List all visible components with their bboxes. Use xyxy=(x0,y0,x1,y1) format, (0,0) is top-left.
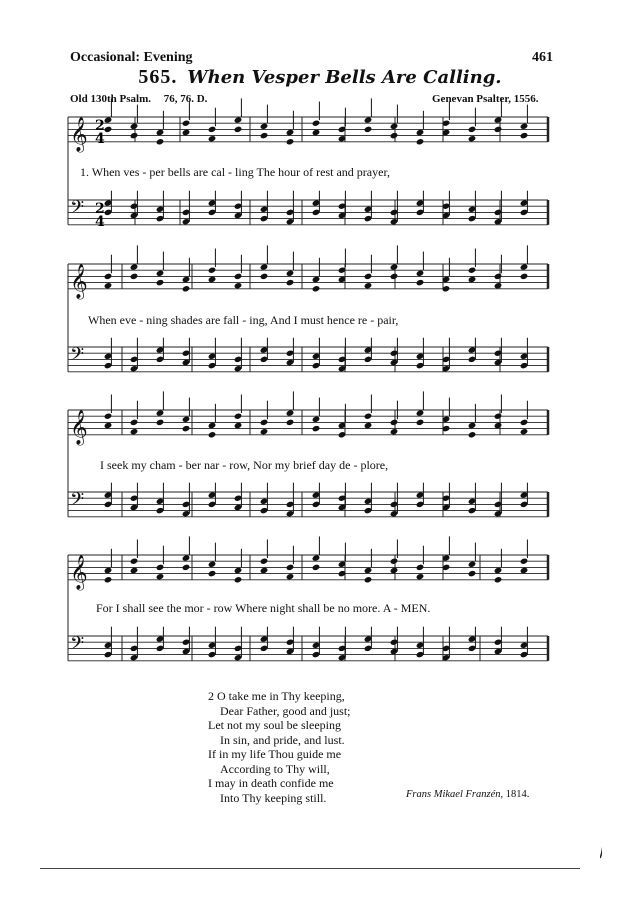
author-attribution xyxy=(406,789,529,800)
notehead xyxy=(416,564,425,571)
time-signature-bass-bottom: 4 xyxy=(95,214,105,230)
notehead xyxy=(130,428,139,435)
notehead xyxy=(182,554,191,561)
notehead xyxy=(364,413,373,420)
notehead xyxy=(208,126,217,133)
treble-clef-icon: 𝄞 xyxy=(70,116,88,152)
author-name: Frans Mikael Franzén, xyxy=(406,789,504,800)
notehead xyxy=(494,413,503,420)
notehead xyxy=(416,270,425,277)
verse-line-3: Let not my soul be sleeping xyxy=(208,718,341,732)
notehead xyxy=(130,419,139,426)
notehead xyxy=(234,126,243,133)
bass-clef-icon: 𝄢 xyxy=(70,197,85,223)
notehead xyxy=(286,419,295,426)
tune-source: Genevan Psalter, 1556. xyxy=(432,93,539,105)
notehead xyxy=(520,567,529,574)
notehead xyxy=(104,282,113,289)
notehead xyxy=(494,116,503,123)
notehead xyxy=(390,123,399,130)
notehead xyxy=(312,564,321,571)
lyric-line-2: When eve - ning shades are fall - ing, And I must hence re - pair, xyxy=(88,313,399,327)
notehead xyxy=(520,123,529,130)
notehead xyxy=(312,416,321,423)
notehead xyxy=(494,567,503,574)
notehead xyxy=(156,270,165,277)
notehead xyxy=(312,276,321,283)
notehead xyxy=(260,558,269,565)
notehead xyxy=(208,267,217,274)
notehead xyxy=(130,123,139,130)
notehead xyxy=(494,282,503,289)
tune-name: Old 130th Psalm. xyxy=(70,93,151,105)
notehead xyxy=(104,422,113,429)
time-signature-treble-bottom: 4 xyxy=(95,131,105,147)
notehead xyxy=(364,273,373,280)
notehead xyxy=(520,263,529,270)
notehead xyxy=(494,576,503,583)
notehead xyxy=(104,576,113,583)
notehead xyxy=(390,263,399,270)
verse-number: 2 xyxy=(208,689,214,703)
verse-line-6: According to Thy will, xyxy=(220,761,330,776)
notehead xyxy=(156,138,165,145)
notehead xyxy=(390,273,399,280)
treble-clef-icon: 𝄞 xyxy=(70,263,88,299)
author-year: 1814. xyxy=(505,789,530,800)
notehead xyxy=(130,273,139,280)
notehead xyxy=(286,564,295,571)
notehead xyxy=(364,126,373,133)
notehead xyxy=(182,425,191,432)
notehead xyxy=(468,561,477,568)
notehead xyxy=(364,576,373,583)
bass-clef-icon: 𝄢 xyxy=(70,344,85,370)
notehead xyxy=(104,567,113,574)
notehead xyxy=(130,567,139,574)
notehead xyxy=(364,567,373,574)
notehead xyxy=(104,116,113,123)
notehead xyxy=(234,576,243,583)
bass-clef-icon: 𝄢 xyxy=(70,489,85,515)
verse-line-2: Dear Father, good and just; xyxy=(220,703,351,718)
notehead xyxy=(182,564,191,571)
notehead xyxy=(494,273,503,280)
notehead xyxy=(468,135,477,142)
notehead xyxy=(208,135,217,142)
notehead xyxy=(182,276,191,283)
notehead xyxy=(390,558,399,565)
notehead xyxy=(234,282,243,289)
notehead xyxy=(364,116,373,123)
verse-line-8: Into Thy keeping still. xyxy=(220,790,327,805)
notehead xyxy=(286,409,295,416)
treble-clef-icon: 𝄞 xyxy=(70,554,88,590)
notehead xyxy=(520,419,529,426)
notehead xyxy=(416,279,425,286)
notehead xyxy=(182,129,191,136)
notehead xyxy=(312,554,321,561)
notehead xyxy=(260,567,269,574)
notehead xyxy=(416,419,425,426)
notehead xyxy=(208,431,217,438)
notehead xyxy=(156,279,165,286)
notehead xyxy=(468,126,477,133)
hymn-number: 565. xyxy=(138,66,178,88)
notehead xyxy=(468,422,477,429)
notehead xyxy=(260,419,269,426)
treble-clef-icon: 𝄞 xyxy=(70,409,88,445)
notehead xyxy=(286,279,295,286)
section-heading: Occasional: Evening xyxy=(70,50,193,65)
page-number: 461 xyxy=(532,50,553,65)
notehead xyxy=(312,120,321,127)
tune-meter: 76, 76. D. xyxy=(163,93,208,105)
notehead xyxy=(520,273,529,280)
notehead xyxy=(468,276,477,283)
notehead xyxy=(156,573,165,580)
notehead xyxy=(208,570,217,577)
notehead xyxy=(260,132,269,139)
notehead xyxy=(208,276,217,283)
notehead xyxy=(234,567,243,574)
verse-2 xyxy=(208,689,351,805)
notehead xyxy=(182,285,191,292)
time-signature-treble-top: 2 xyxy=(95,118,105,134)
barlines xyxy=(68,117,548,661)
notehead xyxy=(286,270,295,277)
notehead xyxy=(104,126,113,133)
notehead xyxy=(468,267,477,274)
notehead xyxy=(494,126,503,133)
notehead xyxy=(468,570,477,577)
notehead xyxy=(208,561,217,568)
notehead xyxy=(130,132,139,139)
page-edge-curve xyxy=(600,20,602,860)
staff-lines xyxy=(68,117,548,661)
notehead xyxy=(286,138,295,145)
notehead xyxy=(260,273,269,280)
notehead xyxy=(156,409,165,416)
page-bottom-rule xyxy=(40,868,580,869)
verse-line-1: 2 O take me in Thy keeping, xyxy=(208,689,345,703)
notehead xyxy=(234,422,243,429)
notehead xyxy=(364,282,373,289)
notehead xyxy=(182,416,191,423)
notehead xyxy=(312,129,321,136)
lyric-line-4: For I shall see the mor - row Where night shall be no more. A - MEN. xyxy=(96,601,431,615)
notehead xyxy=(104,273,113,280)
notehead xyxy=(494,422,503,429)
lyric-line-1: 1. When ves - per bells are cal - ling The hour of rest and prayer, xyxy=(80,165,390,179)
notehead xyxy=(416,573,425,580)
notehead xyxy=(390,132,399,139)
verse-line-7: I may in death confide me xyxy=(208,776,334,790)
lyric-line-3: I seek my cham - ber nar - row, Nor my brief day de - plore, xyxy=(100,458,389,472)
notehead xyxy=(312,425,321,432)
notehead xyxy=(286,129,295,136)
notehead xyxy=(260,123,269,130)
notehead xyxy=(520,558,529,565)
notehead xyxy=(260,263,269,270)
notehead xyxy=(156,129,165,136)
notehead xyxy=(208,422,217,429)
notehead xyxy=(234,413,243,420)
notehead xyxy=(520,428,529,435)
notehead xyxy=(156,419,165,426)
time-signature-bass-top: 2 xyxy=(95,201,105,217)
notehead xyxy=(312,285,321,292)
notehead xyxy=(390,428,399,435)
notehead xyxy=(286,573,295,580)
clefs xyxy=(70,117,88,659)
notehead xyxy=(156,564,165,571)
verse-line-5: If in my life Thou guide me xyxy=(208,747,342,761)
notehead xyxy=(104,413,113,420)
notehead xyxy=(234,273,243,280)
notehead xyxy=(390,567,399,574)
noteheads xyxy=(104,98,529,661)
notehead xyxy=(416,129,425,136)
notehead xyxy=(390,419,399,426)
hymn-title: When Vesper Bells Are Calling. xyxy=(187,67,502,88)
notehead xyxy=(416,138,425,145)
notehead xyxy=(364,422,373,429)
notehead xyxy=(260,428,269,435)
notehead xyxy=(130,558,139,565)
notehead xyxy=(416,409,425,416)
notehead xyxy=(468,431,477,438)
notehead xyxy=(130,263,139,270)
bass-clef-icon: 𝄢 xyxy=(70,633,85,659)
verse-line-4: In sin, and pride, and lust. xyxy=(220,732,345,747)
notehead xyxy=(182,120,191,127)
notehead xyxy=(520,132,529,139)
notehead xyxy=(234,116,243,123)
